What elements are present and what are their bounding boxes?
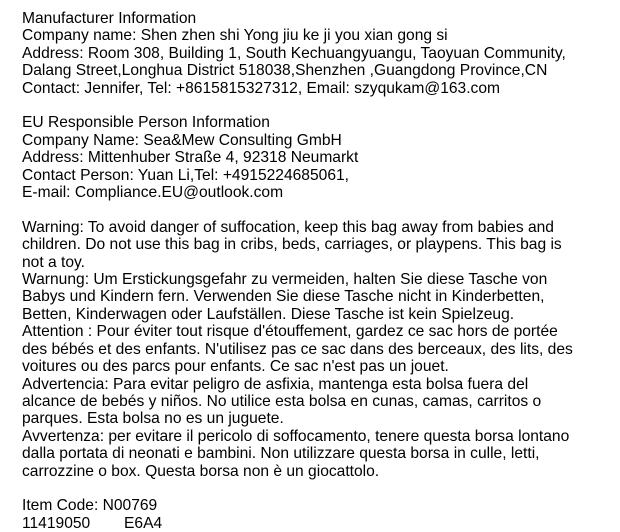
warning-line: parques. Esta bolsa no es un juguete.: [22, 410, 284, 428]
warning-line: voitures ou des parcs pour enfants. Ce sac n'est pas un jouet.: [22, 358, 449, 376]
item-code: Item Code: N00769: [22, 497, 158, 515]
warning-line: dalla portata di neonati e bambini. Non utilizzare questa borsa in culle, letti,: [22, 445, 540, 463]
eu-rep-address: Address: Mittenhuber Straße 4, 92318 Neumarkt: [22, 149, 359, 167]
warning-line: des bébés et des enfants. N'utilisez pas ce sac dans des berceaux, des lits, des: [22, 340, 573, 358]
item-number: 11419050: [22, 514, 91, 532]
item-suffix: E6A4: [124, 514, 163, 532]
item-number-row: [22, 515, 620, 532]
manufacturer-company: Company name: Shen zhen shi Yong jiu ke ji you xian gong si: [22, 27, 448, 45]
manufacturer-section: [22, 10, 620, 97]
warning-line: children. Do not use this bag in cribs, beds, carriages, or playpens. This bag is: [22, 236, 562, 254]
warning-line: Attention : Pour éviter tout risque d'étouffement, gardez ce sac hors de portée: [22, 323, 558, 341]
warning-line: Warning: To avoid danger of suffocation, keep this bag away from babies and: [22, 218, 554, 236]
warning-line: Babys und Kindern fern. Verwenden Sie diese Tasche nicht in Kinderbetten,: [22, 288, 545, 306]
warning-line: Warnung: Um Erstickungsgefahr zu vermeiden, halten Sie diese Tasche von: [22, 271, 548, 289]
warnings-section: [22, 219, 620, 480]
manufacturer-contact: Contact: Jennifer, Tel: +8615815327312, Email: szyqukam@163.com: [22, 79, 501, 97]
eu-rep-email: E-mail: Compliance.EU@outlook.com: [22, 184, 284, 202]
eu-rep-company: Company Name: Sea&Mew Consulting GmbH: [22, 131, 342, 149]
warning-line: Betten, Kinderwagen oder Laufställen. Diese Tasche ist kein Spielzeug.: [22, 305, 515, 323]
warning-line: carrozzine o box. Questa borsa non è un giocattolo.: [22, 462, 380, 480]
warning-line: Avvertenza: per evitare il pericolo di soffocamento, tenere questa borsa lontano: [22, 427, 570, 445]
eu-rep-heading: EU Responsible Person Information: [22, 114, 270, 132]
manufacturer-heading: Manufacturer Information: [22, 10, 197, 27]
warning-line: alcance de bebés y niños. No utilice esta bolsa en cunas, camas, carritos o: [22, 392, 542, 410]
warning-line: Advertencia: Para evitar peligro de asfixia, mantenga esta bolsa fuera del: [22, 375, 529, 393]
eu-rep-contact: Contact Person: Yuan Li,Tel: +4915224685061,: [22, 166, 350, 184]
spacer: [22, 201, 620, 218]
item-section: [22, 497, 620, 532]
manufacturer-address-line-1: Address: Room 308, Building 1, South Kechuangyuangu, Taoyuan Community,: [22, 44, 566, 62]
manufacturer-address-line-2: Dalang Street,Longhua District 518038,Shenzhen ,Guangdong Province,CN: [22, 62, 548, 80]
eu-rep-section: [22, 114, 620, 201]
spacer: [22, 97, 620, 114]
warning-line: not a toy.: [22, 253, 85, 271]
spacer: [22, 480, 620, 497]
